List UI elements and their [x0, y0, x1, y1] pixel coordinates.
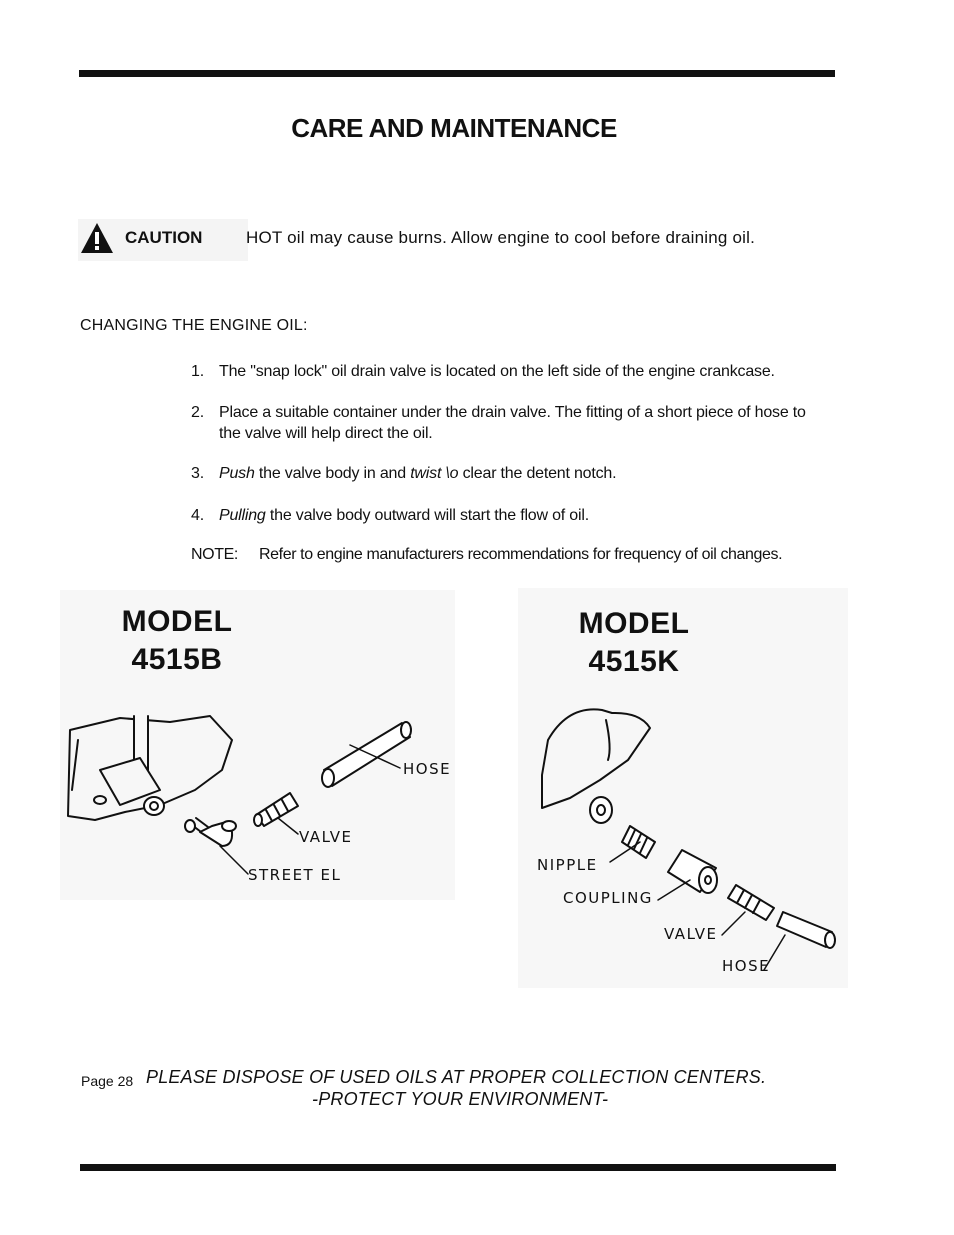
step-emphasis: twist \o — [410, 465, 459, 482]
model-line: MODEL — [578, 607, 690, 640]
valve-label-right: VALVE — [664, 925, 718, 943]
hose-right — [777, 912, 835, 948]
street-el-fitting — [185, 818, 236, 846]
street-el-label: STREET EL — [248, 866, 342, 884]
step-number: 1. — [191, 363, 204, 380]
step-text-part: clear the detent notch. — [458, 465, 617, 482]
hose-label-right: HOSE — [722, 957, 771, 975]
bottom-rule — [80, 1164, 836, 1171]
note-label: NOTE: — [191, 546, 238, 563]
coupling-fitting — [668, 850, 717, 893]
coupling-label: COUPLING — [563, 889, 653, 907]
step-text: Place a suitable container under the drain valve. The fitting of a short piece of hose to the valve will help direct the oil. — [219, 404, 806, 442]
environment-notice: -PROTECT YOUR ENVIRONMENT- — [312, 1089, 609, 1109]
page-number: Page 28 — [81, 1073, 134, 1089]
engine-block-illustration — [68, 716, 232, 820]
caution-text: HOT oil may cause burns. Allow engine to cool before draining oil. — [246, 228, 755, 247]
model-number: 4515B — [131, 643, 223, 676]
engine-block-illustration-right — [542, 709, 650, 823]
disposal-notice: PLEASE DISPOSE OF USED OILS AT PROPER COLLECTION CENTERS. — [146, 1067, 767, 1087]
step-number: 3. — [191, 465, 204, 482]
step-emphasis: Push — [219, 465, 255, 482]
page-title: CARE AND MAINTENANCE — [291, 113, 617, 143]
step-emphasis: Pulling — [219, 507, 266, 524]
valve-fitting-left — [254, 793, 298, 826]
section-heading: CHANGING THE ENGINE OIL: — [80, 317, 308, 334]
model-line: MODEL — [121, 605, 233, 638]
hose-label: HOSE — [403, 760, 452, 778]
hose-left — [322, 722, 411, 787]
step-text: The "snap lock" oil drain valve is located on the left side of the engine crankcase. — [219, 363, 775, 380]
step-number: 4. — [191, 507, 204, 524]
step-text-part: the valve body outward will start the flow of oil. — [265, 507, 589, 524]
step-text-part: the valve body in and — [254, 465, 411, 482]
nipple-label: NIPPLE — [537, 856, 598, 874]
step-number: 2. — [191, 404, 204, 421]
valve-fitting-right — [728, 885, 774, 920]
note-text: Refer to engine manufacturers recommendations for frequency of oil changes. — [259, 546, 783, 563]
valve-label: VALVE — [299, 828, 353, 846]
caution-label: CAUTION — [125, 228, 203, 247]
model-number: 4515K — [588, 645, 680, 678]
nipple-fitting — [622, 826, 655, 858]
